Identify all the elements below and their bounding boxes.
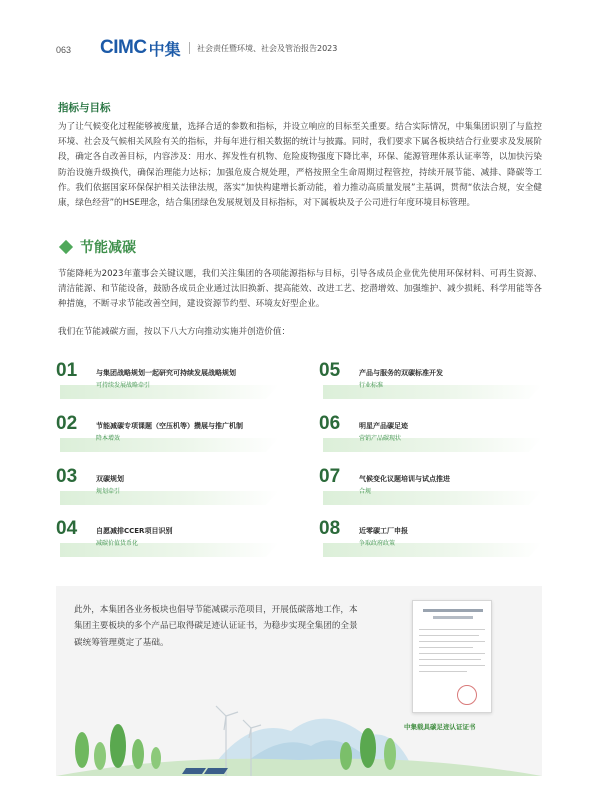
cimc-logo: [100, 38, 181, 58]
direction-bar: [60, 438, 279, 452]
energy-intro: 我们在节能减碳方面，按以下八大方向推动实施并创造价值：: [58, 327, 291, 337]
direction-subtitle: 合规: [359, 488, 372, 495]
direction-title: 双碳规划: [96, 475, 124, 483]
direction-bar: [323, 543, 542, 557]
direction-subtitle: 减碳价值货币化: [96, 540, 139, 547]
energy-heading: [58, 237, 136, 257]
direction-number: 08: [319, 518, 341, 539]
directions-list: [56, 350, 542, 546]
direction-number: 02: [56, 413, 78, 434]
energy-heading-text: 节能减碳: [80, 240, 136, 256]
direction-title: 节能减碳专项课题（空压机等）攒展与推广机制: [96, 422, 243, 430]
diamond-icon: [59, 240, 73, 254]
page-number: 063: [56, 45, 72, 55]
certificate-text-line: [419, 665, 485, 666]
certificate-header-line: [423, 609, 483, 612]
direction-item: [319, 516, 542, 552]
direction-item: [56, 464, 279, 500]
certificate-text-line: [419, 647, 473, 648]
logo-en: CIMC: [100, 37, 147, 58]
certificate-text-line: [419, 641, 485, 642]
certificate-text-line: [419, 659, 481, 660]
section-paragraph: 为了让气候变化过程能够被度量，选择合适的参数和指标，并设立响应的目标至关重要。结合实际情况，中集集团识别了与监控环境、社会及气候相关风险有关的指标，并每年进行相关数据的统计与披露。同时，我们要求下属各板块结合行业要求及发展阶段，确定各自改善目标，内容涉及：用水、挥发性有机物、危险废物强度下降比率，环保、能源管理体系认证率等，以加快污染防治设施升级换代，确保治理能力达标；加强危废合规处理，严格按照全生命周期过程管控，持续开展节能、减排、降碳等工作。我们依据国家环保保护相关法律法规，落实“加快构建增长新动能，着力推动高质量发展”主基调，贯彻“依法合规，安全健康，绿色经营”的HSE理念，结合集团绿色发展规划及目标指标，对下属板块及子公司进行年度环境目标管理。: [58, 122, 542, 209]
direction-number: 04: [56, 518, 78, 539]
direction-item: [56, 358, 279, 394]
direction-number: 06: [319, 413, 341, 434]
direction-title: 产品与服务的双碳标准开发: [359, 369, 443, 377]
green-landscape-illustration: [56, 676, 542, 776]
certificate-text-line: [419, 635, 479, 636]
direction-number: 03: [56, 466, 78, 487]
direction-bar: [60, 543, 279, 557]
direction-title: 自愿减排CCER项目识别: [96, 527, 173, 535]
energy-paragraph: 节能降耗为2023年董事会关键议题，我们关注集团的各项能源指标与目标，引导各成员企业优先使用环保材料、可再生资源、清洁能源、和节能设备，鼓励各成员企业通过汰旧换新、提高能效、改进工艺、挖潜增效、加强维护、减少损耗、科学用能等各种措施，不断寻求节能改善空间，建设资源节约型、环境友好型企业。: [58, 269, 542, 310]
certificate-subheader-line: [433, 616, 473, 619]
certificate-text-line: [419, 671, 467, 672]
direction-bar: [323, 491, 542, 505]
direction-bar: [60, 491, 279, 505]
showcase-box: [56, 586, 542, 776]
direction-item: [319, 411, 542, 447]
page-header: [0, 0, 596, 90]
direction-title: 近零碳工厂申报: [359, 527, 408, 535]
direction-bar: [60, 385, 279, 399]
direction-item: [319, 464, 542, 500]
direction-number: 01: [56, 360, 78, 381]
direction-subtitle: 行业标准: [359, 382, 384, 389]
logo-cn: 中集: [148, 39, 181, 59]
direction-bar: [323, 385, 542, 399]
direction-title: 明星产品碳足迹: [359, 422, 408, 430]
direction-subtitle: 规划牵引: [96, 488, 121, 495]
ground-shape: [56, 759, 542, 776]
direction-bar: [323, 438, 542, 452]
direction-subtitle: 营销产品碳现状: [359, 435, 402, 442]
direction-item: [56, 411, 279, 447]
direction-subtitle: 降本增效: [96, 435, 121, 442]
direction-subtitle: 争取政府政策: [359, 540, 396, 547]
direction-number: 07: [319, 466, 341, 487]
certificate-text-line: [419, 629, 485, 630]
direction-item: [56, 516, 279, 552]
certificate-text-line: [419, 653, 485, 654]
direction-item: [319, 358, 542, 394]
direction-title: 与集团战略规划一起研究可持续发展战略规划: [96, 369, 236, 377]
report-title: 社会责任暨环境、社会及管治报告2023: [197, 44, 338, 53]
direction-subtitle: 可持续发展战略牵引: [96, 382, 151, 389]
certificate-caption: 中集载具碳足迹认证证书: [404, 723, 476, 731]
section-heading: 指标与目标: [58, 102, 111, 114]
showcase-text: 此外，本集团各业务板块也倡导节能减碳示范项目，开展低碳落地工作，本集团主要板块的多个产品已取得碳足迹认证证书，为稳步实现全集团的全景碳统筹管理奠定了基础。: [74, 605, 358, 648]
header-divider: [189, 42, 190, 54]
direction-number: 05: [319, 360, 341, 381]
direction-title: 气候变化议题培训与试点推进: [359, 475, 450, 483]
